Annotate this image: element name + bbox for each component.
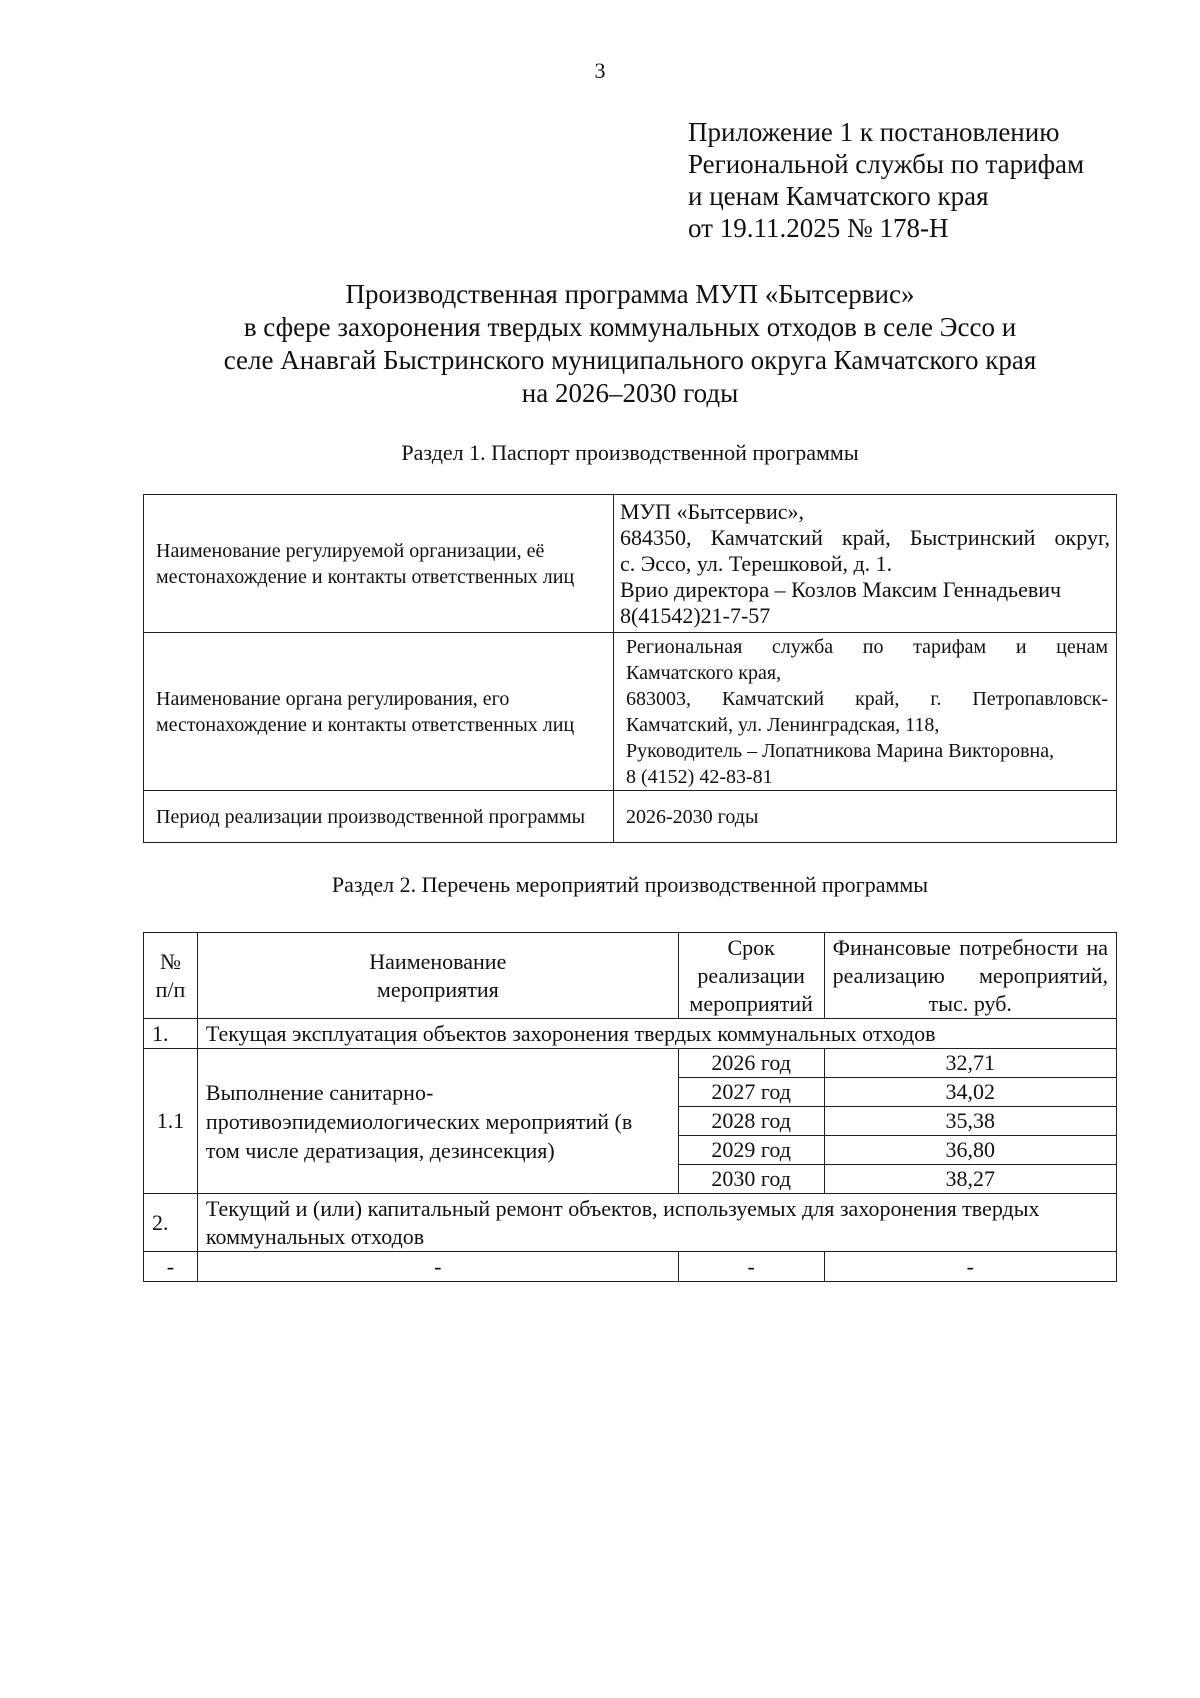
amount-cell: 38,27 — [824, 1165, 1116, 1194]
group-row — [144, 1194, 1117, 1252]
group-row — [144, 1019, 1117, 1049]
year-cell: 2028 год — [678, 1107, 824, 1136]
year-cell: 2027 год — [678, 1078, 824, 1107]
year-row — [144, 1049, 1117, 1078]
passport-value — [614, 495, 1117, 633]
passport-value — [614, 633, 1117, 791]
appendix-line: от 19.11.2025 № 178-Н — [688, 213, 949, 243]
events-header-row — [144, 933, 1117, 1019]
dash-cell: - — [144, 1252, 198, 1282]
title-line: Производственная программа МУП «Бытсервис» — [345, 279, 915, 309]
group-num: 1. — [144, 1019, 198, 1049]
page-number: 3 — [594, 58, 606, 83]
year-cell: 2030 год — [678, 1165, 824, 1194]
appendix-line: и ценам Камчатского края — [688, 181, 989, 211]
section1-heading: Раздел 1. Паспорт производственной программы — [401, 440, 859, 465]
document-title — [0, 278, 1200, 410]
passport-table — [143, 494, 1117, 843]
item-num: 1.1 — [144, 1049, 198, 1194]
passport-label: Период реализации производственной программы — [144, 791, 614, 843]
events-table — [143, 932, 1117, 1282]
value-line: 8 (4152) 42-83-81 — [626, 765, 773, 788]
header-term: Срок реализации мероприятий — [678, 933, 824, 1019]
title-line: селе Анавгай Быстринского муниципального округа Камчатского края — [223, 345, 1037, 375]
value-line: Врио директора – Козлов Максим Геннадьевич — [620, 576, 1062, 602]
passport-row — [144, 633, 1117, 791]
passport-label: Наименование органа регулирования, его местонахождение и контакты ответственных лиц — [144, 633, 614, 791]
value-line: Региональная служба по тарифам и ценам — [626, 635, 1108, 658]
appendix-block — [688, 116, 1084, 244]
year-cell: 2029 год — [678, 1136, 824, 1165]
passport-label: Наименование регулируемой организации, её местонахождение и контакты ответственных лиц — [144, 495, 614, 633]
amount-cell: 34,02 — [824, 1078, 1116, 1107]
passport-row — [144, 791, 1117, 843]
title-line: в сфере захоронения твердых коммунальных отходов в селе Эссо и — [243, 312, 1017, 342]
header-finance: Финансовые потребности на реализацию мероприятий, тыс. руб. — [824, 933, 1116, 1019]
dash-cell: - — [824, 1252, 1116, 1282]
title-line: на 2026–2030 годы — [521, 378, 739, 408]
dash-cell: - — [197, 1252, 678, 1282]
passport-value: 2026-2030 годы — [614, 791, 1117, 843]
amount-cell: 32,71 — [824, 1049, 1116, 1078]
value-line: Руководитель – Лопатникова Марина Викторовна, — [626, 739, 1055, 762]
header-name: Наименование мероприятия — [197, 933, 678, 1019]
amount-cell: 36,80 — [824, 1136, 1116, 1165]
group-num: 2. — [144, 1194, 198, 1252]
header-num: № п/п — [144, 933, 198, 1019]
value-line: Камчатский, ул. Ленинградская, 118, — [626, 713, 940, 736]
group-title: Текущая эксплуатация объектов захоронения твердых коммунальных отходов — [197, 1019, 1116, 1049]
dash-cell: - — [678, 1252, 824, 1282]
passport-row — [144, 495, 1117, 633]
dash-row — [144, 1252, 1117, 1282]
value-line: 684350, Камчатский край, Быстринский округ, — [620, 524, 1110, 550]
group-title: Текущий и (или) капитальный ремонт объектов, используемых для захоронения твердых коммунальных отходов — [197, 1194, 1116, 1252]
section2-heading: Раздел 2. Перечень мероприятий производственной программы — [331, 872, 929, 897]
value-line: 8(41542)21-7-57 — [620, 602, 771, 628]
amount-cell: 35,38 — [824, 1107, 1116, 1136]
item-name: Выполнение санитарно-противоэпидемиологических мероприятий (в том числе дератизация, дезинсекция) — [197, 1049, 678, 1194]
year-cell: 2026 год — [678, 1049, 824, 1078]
value-line: Камчатского края, — [626, 661, 782, 684]
appendix-line: Приложение 1 к постановлению — [688, 117, 1060, 147]
value-line: с. Эссо, ул. Терешковой, д. 1. — [620, 550, 893, 576]
appendix-line: Региональной службы по тарифам — [688, 149, 1085, 179]
value-line: 683003, Камчатский край, г. Петропавловск- — [626, 687, 1108, 710]
value-line: МУП «Бытсервис», — [620, 498, 805, 524]
